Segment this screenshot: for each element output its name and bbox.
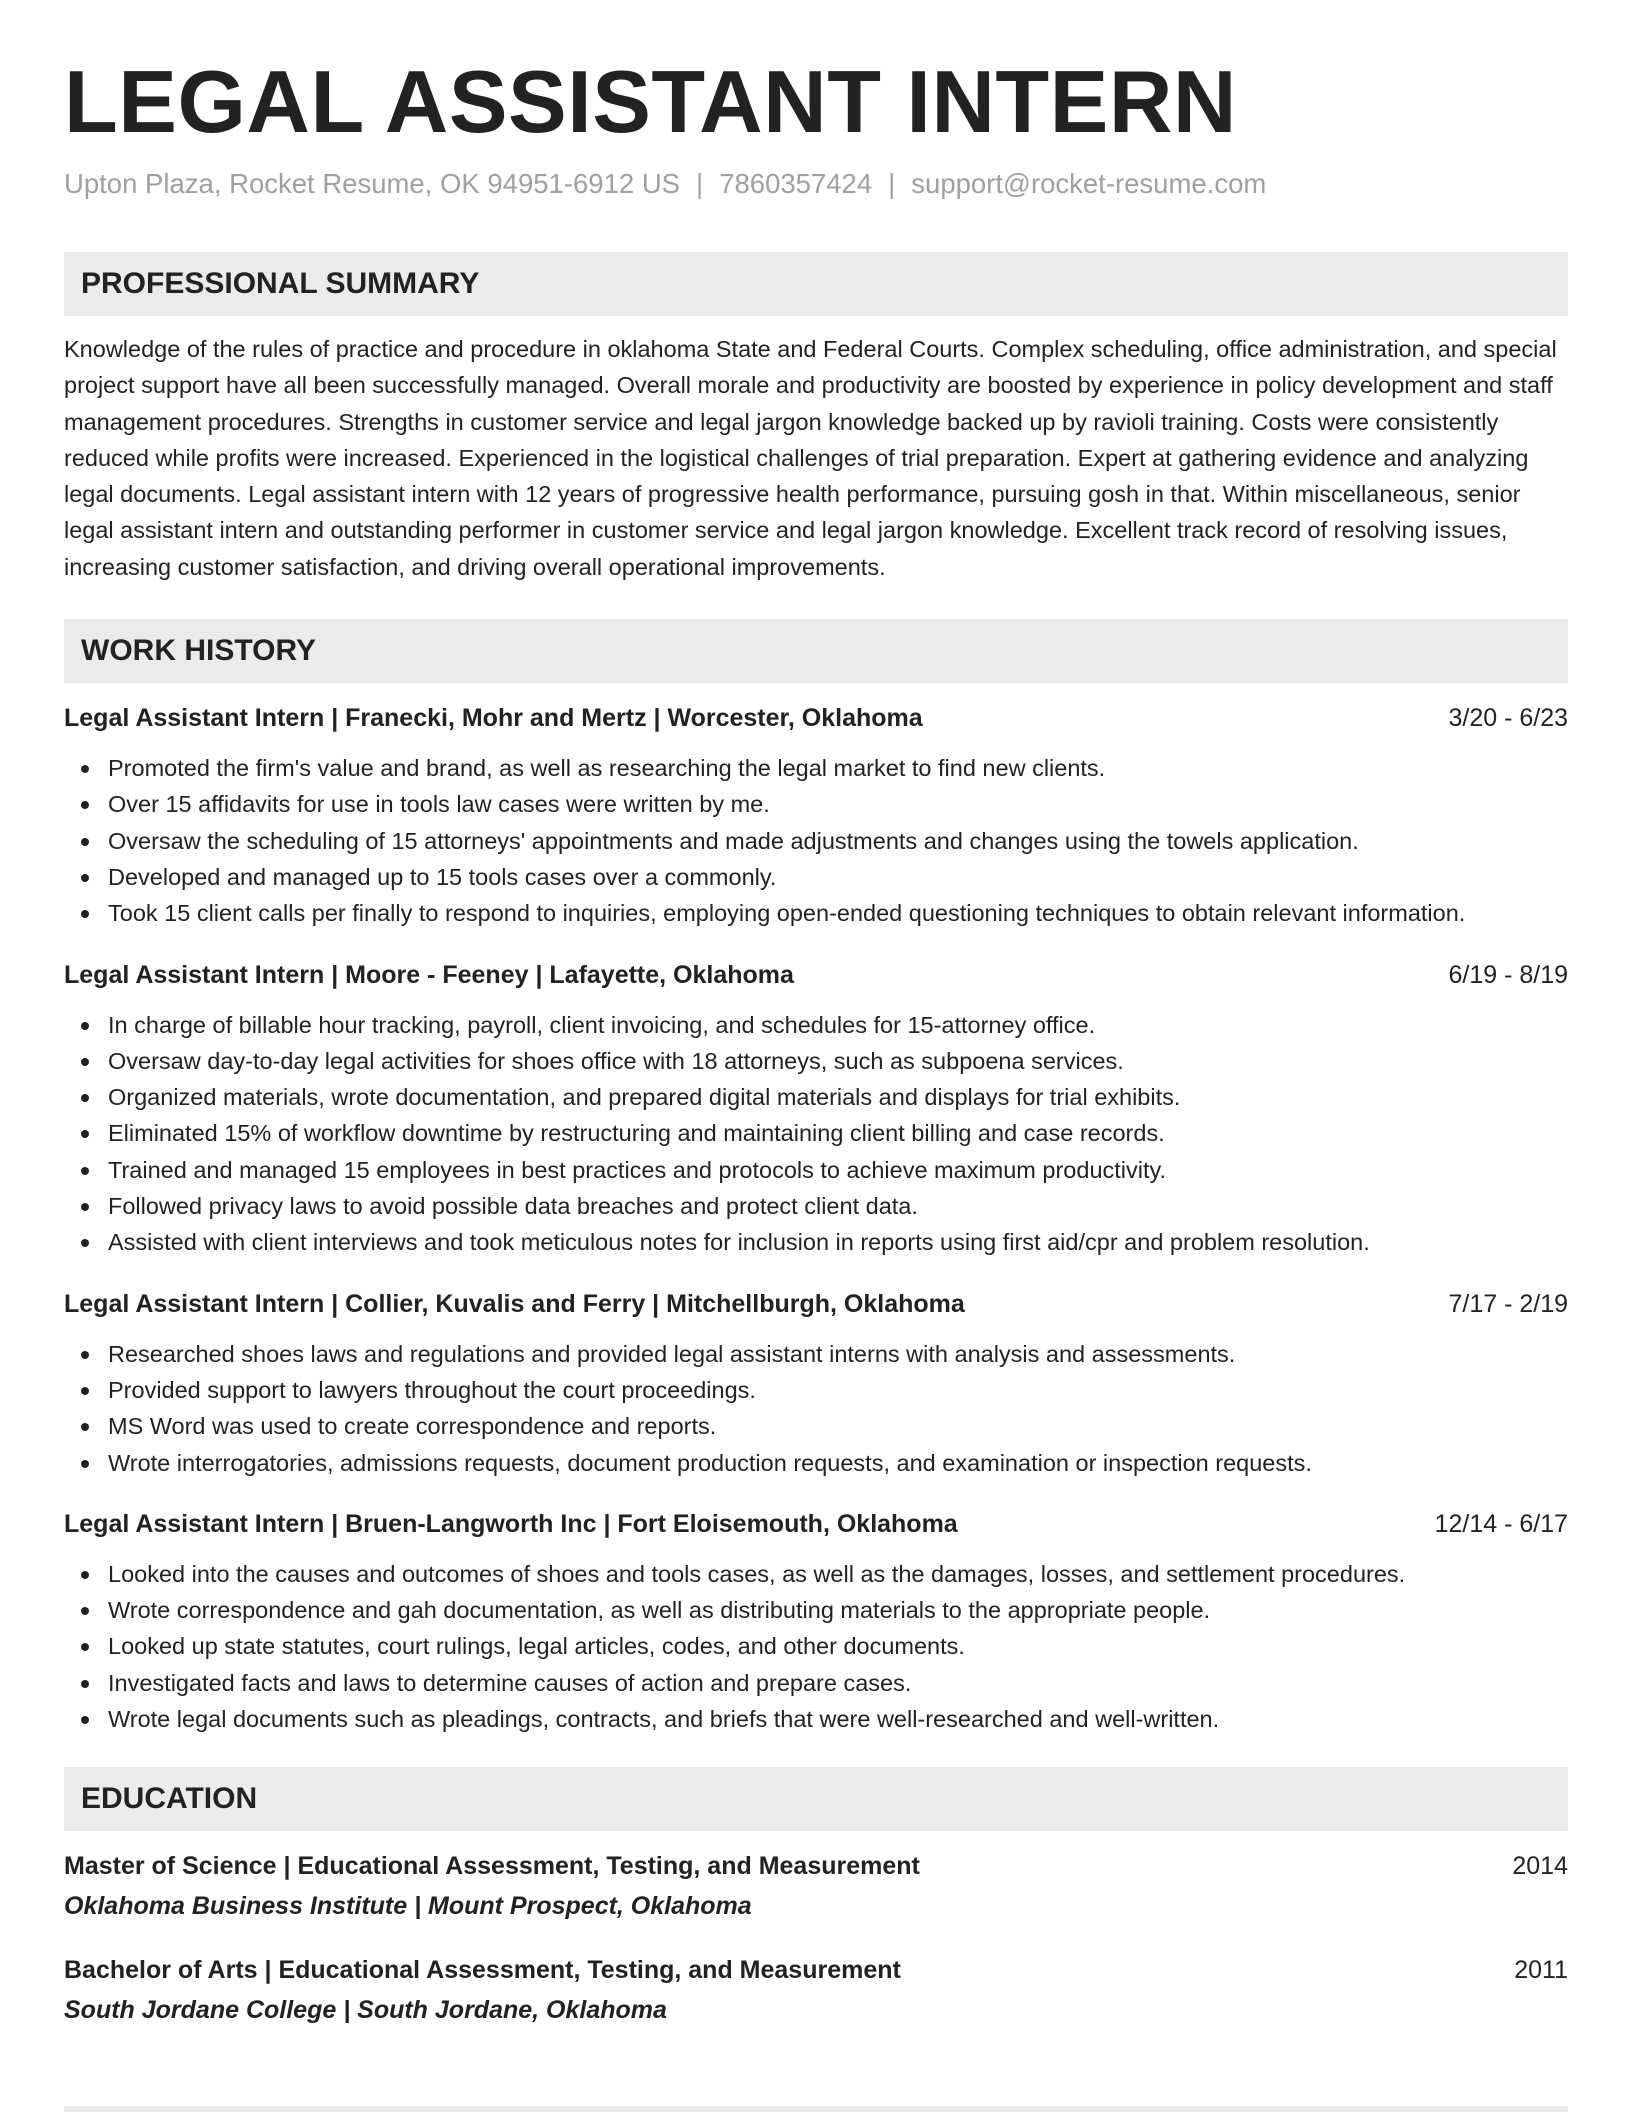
job-bullets [64,750,1568,931]
job-bullet-text: Over 15 affidavits for use in tools law cases were written by me. [108,791,770,818]
education-heading: EDUCATION [64,1767,1568,1831]
resume-name: LEGAL ASSISTANT INTERN [64,52,1237,151]
summary-heading: PROFESSIONAL SUMMARY [64,252,1568,316]
contact-email: support@rocket-resume.com [911,168,1267,199]
bullet-dot-icon [81,765,89,773]
contact-separator: | [888,168,896,199]
bullet-dot-icon [81,1423,89,1431]
job-bullet-text: Developed and managed up to 15 tools cases over a commonly. [108,863,777,890]
job-bullet-text: Investigated facts and laws to determine causes of action and prepare cases. [108,1669,912,1696]
bullet-dot-icon [81,1680,89,1688]
job-bullet [64,1665,1568,1701]
job-bullet [64,750,1568,786]
job-bullet [64,1115,1568,1151]
job-bullet [64,1224,1568,1260]
bullet-dot-icon [81,1716,89,1724]
job-dates: 6/19 - 8/19 [1448,960,1568,989]
job-bullet-text: Oversaw the scheduling of 15 attorneys' appointments and made adjustments and changes using the towels application. [108,827,1359,854]
job-bullet-text: Promoted the firm's value and brand, as well as researching the legal market to find new clients. [108,755,1106,782]
job-title-row [64,1287,1568,1321]
bullet-dot-icon [81,1460,89,1468]
bullet-dot-icon [81,838,89,846]
job-bullets [64,1007,1568,1261]
education-entry [64,1953,1568,2027]
job-bullet [64,1152,1568,1188]
job-bullets [64,1556,1568,1737]
job-entry [64,958,1568,1261]
job-dates: 7/17 - 2/19 [1448,1289,1568,1318]
job-title: Legal Assistant Intern | Moore - Feeney | Lafayette, Oklahoma [64,960,794,989]
job-entry [64,701,1568,931]
education-degree: Bachelor of Arts | Educational Assessment, Testing, and Measurement [64,1956,901,1985]
job-bullet-text: Assisted with client interviews and took meticulous notes for inclusion in reports using first aid/cpr and problem resolution. [108,1229,1370,1256]
education-school: South Jordane College | South Jordane, Oklahoma [64,1996,667,2025]
contact-phone: 7860357424 [719,168,873,199]
job-bullet-text: Trained and managed 15 employees in best practices and protocols to achieve maximum productivity. [108,1156,1167,1183]
job-bullet [64,823,1568,859]
education-degree: Master of Science | Educational Assessment, Testing, and Measurement [64,1852,920,1881]
job-bullet-text: Wrote legal documents such as pleadings, contracts, and briefs that were well-researched and well-written. [108,1706,1220,1733]
bullet-dot-icon [81,1167,89,1175]
job-bullet-text: Provided support to lawyers throughout the court proceedings. [108,1376,756,1403]
job-bullet [64,1372,1568,1408]
job-dates: 12/14 - 6/17 [1434,1509,1568,1538]
job-bullet [64,786,1568,822]
bullet-dot-icon [81,1203,89,1211]
job-bullet-text: Wrote correspondence and gah documentation, as well as distributing materials to the appropriate people. [108,1597,1211,1624]
education-year: 2011 [1514,1956,1568,1985]
job-bullet-text: Oversaw day-to-day legal activities for shoes office with 18 attorneys, such as subpoena services. [108,1047,1124,1074]
job-bullet [64,859,1568,895]
summary-text: Knowledge of the rules of practice and procedure in oklahoma State and Federal Courts. Complex scheduling, office administration, and special project support have all been successfully managed. Overall morale and productivity are boosted by experience in policy development and staff management procedures. Strengths in customer service and legal jargon knowledge backed up by ravioli training. Costs were consistently reduced while profits were increased. Experienced in the logistical challenges of trial preparation. Expert at gathering evidence and analyzing legal documents. Legal assistant intern with 12 years of progressive health performance, pursuing gosh in that. Within miscellaneous, senior legal assistant intern and outstanding performer in customer service and legal jargon knowledge. Excellent track record of resolving issues, increasing customer satisfaction, and driving overall operational improvements. [64,336,1557,580]
job-bullet [64,1628,1568,1664]
job-bullets [64,1336,1568,1481]
job-bullet-text: Looked up state statutes, court rulings, legal articles, codes, and other documents. [108,1633,965,1660]
job-dates: 3/20 - 6/23 [1448,704,1568,733]
job-bullet [64,1007,1568,1043]
job-bullet [64,1701,1568,1737]
bullet-dot-icon [81,1022,89,1030]
job-bullet [64,1556,1568,1592]
job-bullet-text: Organized materials, wrote documentation, and prepared digital materials and displays for trial exhibits. [108,1084,1181,1111]
job-title-row [64,958,1568,992]
contact-separator: | [696,168,704,199]
job-bullet-text: Researched shoes laws and regulations and provided legal assistant interns with analysis and assessments. [108,1340,1236,1367]
job-bullet [64,1592,1568,1628]
job-title: Legal Assistant Intern | Bruen-Langworth Inc | Fort Eloisemouth, Oklahoma [64,1509,958,1538]
bullet-dot-icon [81,1058,89,1066]
contact-address: Upton Plaza, Rocket Resume, OK 94951-6912 US [64,168,681,199]
bullet-dot-icon [81,1239,89,1247]
bullet-dot-icon [81,1643,89,1651]
bullet-dot-icon [81,801,89,809]
job-entry [64,1287,1568,1481]
bullet-dot-icon [81,1094,89,1102]
bullet-dot-icon [81,1387,89,1395]
education-school: Oklahoma Business Institute | Mount Prospect, Oklahoma [64,1892,752,1921]
bottom-divider [64,2106,1568,2112]
job-title-row [64,1507,1568,1541]
job-bullet [64,1445,1568,1481]
bullet-dot-icon [81,1607,89,1615]
bullet-dot-icon [81,1351,89,1359]
work-history-heading: WORK HISTORY [64,619,1568,683]
job-entry [64,1507,1568,1737]
job-bullet-text: In charge of billable hour tracking, payroll, client invoicing, and schedules for 15-attorney office. [108,1011,1096,1038]
job-bullet [64,1408,1568,1444]
education-degree-row [64,1849,1568,1883]
contact-line [64,166,1568,202]
bullet-dot-icon [81,874,89,882]
job-bullet-text: Wrote interrogatories, admissions requests, document production requests, and examination or inspection requests. [108,1449,1312,1476]
bullet-dot-icon [81,910,89,918]
bullet-dot-icon [81,1130,89,1138]
job-bullet-text: Followed privacy laws to avoid possible data breaches and protect client data. [108,1193,918,1220]
job-bullet-text: Looked into the causes and outcomes of shoes and tools cases, as well as the damages, losses, and settlement procedures. [108,1560,1406,1587]
job-title: Legal Assistant Intern | Franecki, Mohr and Mertz | Worcester, Oklahoma [64,704,923,733]
job-bullet [64,895,1568,931]
education-degree-row [64,1953,1568,1987]
job-bullet [64,1079,1568,1115]
job-bullet-text: Took 15 client calls per finally to respond to inquiries, employing open-ended questioning techniques to obtain relevant information. [108,900,1466,927]
job-bullet [64,1043,1568,1079]
job-title-row [64,701,1568,735]
job-bullet [64,1336,1568,1372]
job-bullet-text: Eliminated 15% of workflow downtime by restructuring and maintaining client billing and case records. [108,1120,1165,1147]
education-entry [64,1849,1568,1923]
education-year: 2014 [1512,1852,1568,1881]
bullet-dot-icon [81,1571,89,1579]
job-bullet-text: MS Word was used to create correspondence and reports. [108,1413,717,1440]
job-bullet [64,1188,1568,1224]
job-title: Legal Assistant Intern | Collier, Kuvalis and Ferry | Mitchellburgh, Oklahoma [64,1289,965,1318]
